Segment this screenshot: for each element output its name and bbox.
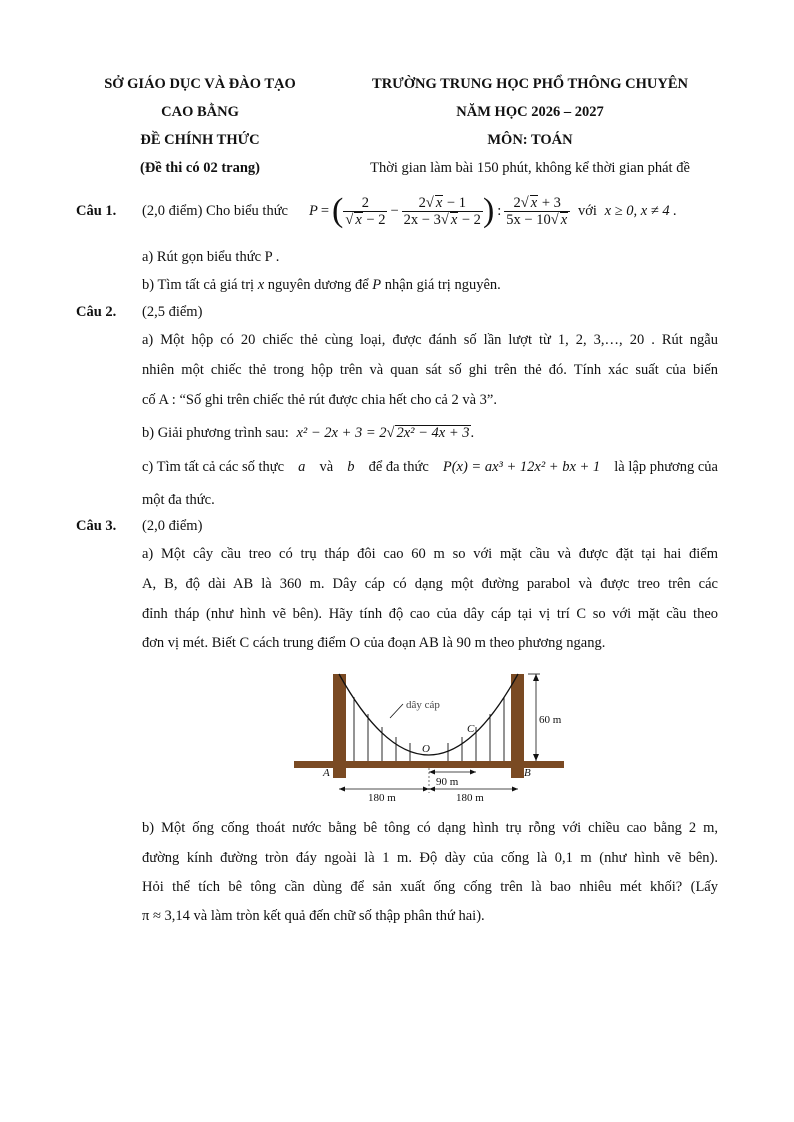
question-2c-line2: một đa thức. <box>142 492 215 508</box>
question-1a: a) Rút gọn biểu thức P . <box>142 249 280 265</box>
question-1-intro: (2,0 điểm) Cho biểu thức <box>142 203 288 219</box>
dimension-180-left-label: 180 m <box>368 792 396 804</box>
cable-pointer <box>390 704 403 718</box>
suspension-bridge-figure <box>292 668 582 808</box>
school-year: NĂM HỌC 2026 – 2027 <box>456 104 604 120</box>
question-3b-line4: π ≈ 3,14 và làm tròn kết quả đến chữ số thập phân thứ hai). <box>142 908 485 924</box>
cable-label: dây cáp <box>406 699 440 711</box>
domain-condition: với x ≥ 0, x ≠ 4 . <box>578 203 677 219</box>
question-2a-line2: nhiên một chiếc thẻ trong hộp trên và quan sát số ghi trên thẻ đó. Tính xác suất của biến <box>142 362 718 378</box>
point-B-label: B <box>524 767 531 779</box>
page-count-note: (Đề thi có 02 trang) <box>139 160 260 176</box>
expression-P: P = ( $\frac{2}{√ x - 2}$ − $\frac{2√ x - 1}{2x - 3√ x - 2}$ ) : $\frac{2√ x + 3}{5x - 10√ x}$ <box>309 186 570 236</box>
fraction-3: $\frac{2√ x + 3}{5x - 10√ x}$ <box>504 195 570 228</box>
height-label: 60 m <box>539 714 562 726</box>
dimension-180-right-label: 180 m <box>456 792 484 804</box>
right-tower <box>511 674 524 778</box>
question-3a-line2: A, B, độ dài AB là 360 m. Dây cáp có dạng một đường parabol và được treo trên các <box>142 576 718 592</box>
question-3a-line3: đỉnh tháp (như hình vẽ bên). Hãy tính độ cao của dây cáp tại vị trí C so với mặt cầu theo <box>142 606 718 622</box>
time-limit: Thời gian làm bài 150 phút, không kể thời gian phát đề <box>370 160 690 176</box>
question-3-label: Câu 3. <box>76 518 117 534</box>
question-3-points: (2,0 điểm) <box>142 518 203 534</box>
question-3a-line1: a) Một cây cầu treo có trụ tháp đôi cao 60 m so với mặt cầu và được đặt tại hai điểm <box>142 546 718 562</box>
question-2-label: Câu 2. <box>76 304 117 320</box>
equals-sign: = <box>320 202 330 219</box>
question-1-label: Câu 1. <box>76 203 117 219</box>
question-2a-line3: cố A : “Số ghi trên chiếc thẻ rút được chia hết cho cả 2 và 3”. <box>142 392 497 408</box>
question-1b: b) Tìm tất cả giá trị x nguyên dương để P nhận giá trị nguyên. <box>142 277 501 293</box>
question-2c-line1: c) Tìm tất cả các số thực a và b để đa thức P(x) = ax³ + 12x² + bx + 1 là lập phương của <box>142 459 718 475</box>
point-O-label: O <box>422 743 430 755</box>
province-name: CAO BẰNG <box>161 104 239 120</box>
point-A-label: A <box>323 767 330 779</box>
fraction-1: $\frac{2}{√ x - 2}$ <box>345 194 386 228</box>
question-3b-line1: b) Một ống cống thoát nước bằng bê tông có dạng hình trụ rỗng với chiều cao bằng 2 m, <box>142 820 718 836</box>
question-3b-line2: đường kính đường tròn đáy ngoài là 1 m. Độ dày của cống là 0,1 m (như hình vẽ bên). <box>142 850 718 866</box>
dimension-90-label: 90 m <box>436 776 459 788</box>
school-name: TRƯỜNG TRUNG HỌC PHỔ THÔNG CHUYÊN <box>372 76 688 92</box>
question-2a-line1: a) Một hộp có 20 chiếc thẻ cùng loại, được đánh số lần lượt từ 1, 2, 3,…, 20 . Rút ngẫu <box>142 332 718 348</box>
symbol-P: P <box>309 202 318 219</box>
subject: MÔN: TOÁN <box>487 132 573 148</box>
question-3b-line3: Hỏi thể tích bê tông cần dùng để sản xuất ống cống trên là bao nhiêu mét khối? (Lấy <box>142 879 718 895</box>
question-2-points: (2,5 điểm) <box>142 304 203 320</box>
official-exam-label: ĐỀ CHÍNH THỨC <box>140 132 260 148</box>
question-2b: b) Giải phương trình sau: x² − 2x + 3 = 2√ 2x² − 4x + 3. <box>142 425 475 441</box>
left-tower <box>333 674 346 778</box>
department-name: SỞ GIÁO DỤC VÀ ĐÀO TẠO <box>104 76 296 92</box>
fraction-2: $\frac{2√ x - 1}{2x - 3√ x - 2}$ <box>403 194 481 228</box>
point-C-label: C <box>467 723 475 735</box>
question-3a-line4: đơn vị mét. Biết C cách trung điểm O của đoạn AB là 90 m theo phương ngang. <box>142 635 606 651</box>
